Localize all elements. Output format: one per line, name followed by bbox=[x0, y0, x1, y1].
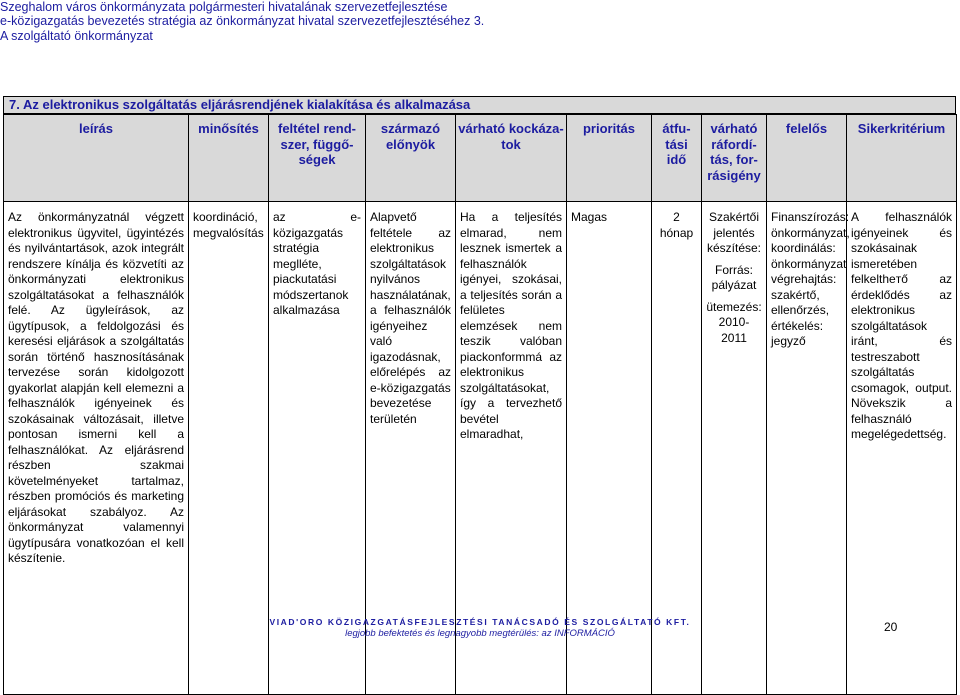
cell-kockazatok: Ha a teljesítés elmarad, nem lesznek ismertek a felhasználók igényei, szokásai, a teljesítés során a felületes elemzések nem teszik valóban piackonformmá az elektronikus szolgáltatásokat, így a tervezhető bevétel elmaradhat, bbox=[456, 202, 567, 695]
col-header-atfutasi-ido: átfu-tási idő bbox=[652, 115, 702, 202]
col-header-raforditas: várható ráfordí-tás, for-rásigény bbox=[702, 115, 767, 202]
cell-minosites: koordináció, megvalósítás bbox=[189, 202, 269, 695]
cell-prioritas: Magas bbox=[567, 202, 652, 695]
header-line-2: e-közigazgatás bevezetés stratégia az önkormányzat hivatal szervezetfejlesztéséhez 3. bbox=[0, 14, 485, 29]
raforditas-utemezes-value: 2010-2011 bbox=[718, 315, 750, 345]
cell-leiras: Az önkormányzatnál végzett elektronikus ügyvitel, ügyintézés és nyilvántartások, azok integrált rendszere kínálja és közvetíti az önkormányzati elektronikus szolgáltatásokat a felhasználók felé. Az ügyleírások, az ügytípusok, a feldolgozási és keresési eljárások a szolgáltatás során történő hasznosításának tervezése során kidolgozott gyakorlat alapján kell elemezni a felhasználók igényeinek és szokásainak változásait, illetve pontosan ismerni kell a felhasználókat. Az eljárásrend részben szakmai követelményeket tartalmaz, részben promóciós és marketing eljárásokat szabályoz. Az önkormányzat valamennyi ügytípusára vonatkozóan el kell készítenie. bbox=[4, 202, 189, 695]
raforditas-jelentes: Szakértői jelentés készítése: bbox=[706, 210, 762, 255]
cell-atfutasi-ido: 2 hónap bbox=[652, 202, 702, 695]
strategy-table bbox=[3, 114, 957, 695]
raforditas-forras-label: Forrás: bbox=[714, 262, 753, 277]
col-header-minosites: minősítés bbox=[189, 115, 269, 202]
header-line-1: Szeghalom város önkormányzata polgármesteri hivatalának szervezetfejlesztése bbox=[0, 0, 448, 14]
document-footer bbox=[0, 616, 960, 640]
cell-feltetel: az e-közigazgatás stratégia meglléte, piackutatási módszertanok alkalmazása bbox=[269, 202, 366, 695]
footer-slogan: legjobb befektetés és legnagyobb megtérülés: az INFORMÁCIÓ bbox=[345, 628, 615, 639]
col-header-feltetel: feltétel rend-szer, függő-ségek bbox=[269, 115, 366, 202]
raforditas-forras-value: pályázat bbox=[711, 278, 757, 292]
cell-felelos: Finanszírozás: önkormányzat, koordinálás: önkormányzat végrehajtás: szakértő, ellenőrzés, értékelés: jegyző bbox=[767, 202, 847, 695]
raforditas-utemezes-label: ütemezés: bbox=[706, 299, 762, 314]
col-header-elonyok: származó előnyök bbox=[366, 115, 456, 202]
cell-elonyok: Alapvető feltétele az elektronikus szolgáltatások nyilvános használatának, a felhasználók igényeihez való igazodásnak, előrelépés az e-közigazgatás bevezetése területén bbox=[366, 202, 456, 695]
page-number: 20 bbox=[884, 620, 898, 634]
section-title: 7. Az elektronikus szolgáltatás eljárásrendjének kialakítása és alkalmazása bbox=[3, 96, 956, 114]
col-header-sikerkriterium: Sikerkritérium bbox=[847, 115, 957, 202]
header-line-3: A szolgáltató önkormányzat bbox=[0, 28, 153, 43]
col-header-prioritas: prioritás bbox=[567, 115, 652, 202]
footer-company: VIAD'ORO KÖZIGAZGATÁSFEJLESZTÉSI TANÁCSADÓ ÉS SZOLGÁLTATÓ KFT. bbox=[269, 617, 691, 627]
col-header-kockazatok: várható kockáza-tok bbox=[456, 115, 567, 202]
cell-sikerkriterium: A felhasználók igényeinek és szokásainak ismeretében felkeltheтő az érdeklődés az elektronikus szolgáltatások iránt, és testreszabott szolgáltatás csomagok, output. Növekszik a felhasználó megelégedettség. bbox=[847, 202, 957, 695]
document-header bbox=[0, 0, 484, 43]
table-header-row bbox=[4, 115, 957, 202]
col-header-felelos: felelős bbox=[767, 115, 847, 202]
col-header-leiras: leírás bbox=[4, 115, 189, 202]
